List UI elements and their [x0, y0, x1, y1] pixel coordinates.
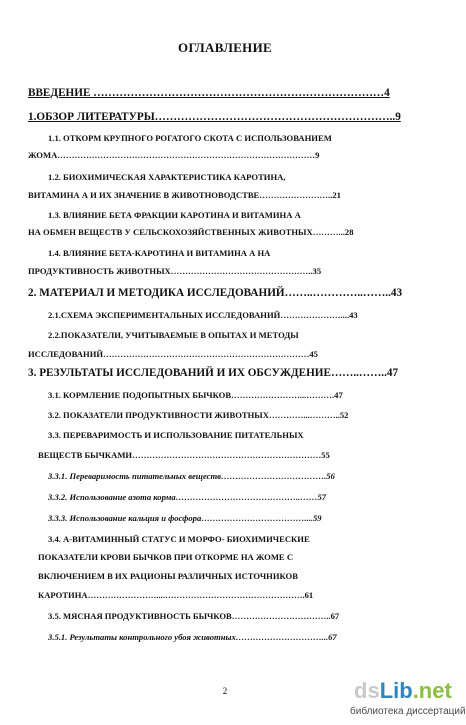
toc-entry-3-1[interactable]: 3.1. КОРМЛЕНИЕ ПОДОПЫТНЫХ БЫЧКОВ……………………...……….47 — [48, 390, 343, 400]
watermark-logo-ds: ds — [354, 678, 380, 703]
toc-entry-3-4[interactable]: 3.4. А-ВИТАМИННЫЙ СТАТУС И МОРФО- БИОХИМИЧЕСКИЕ — [48, 534, 310, 544]
page-number: 2 — [222, 686, 228, 696]
toc-entry-1-3[interactable]: 1.3. ВЛИЯНИЕ БЕТА ФРАКЦИИ КАРОТИНА И ВИТАМИНА А — [48, 210, 301, 220]
toc-entry-2-2-cont[interactable]: ИССЛЕДОВАНИЙ………………………………………………………………45 — [28, 349, 318, 359]
toc-entry-3-3-3[interactable]: 3.3.3. Использование кальция и фосфора………………………………....59 — [48, 513, 322, 523]
toc-entry-3-3-cont[interactable]: ВЕЩЕСТВ БЫЧКАМИ…………………………………………………………55 — [38, 450, 330, 460]
toc-entry-3-3-2[interactable]: 3.3.2. Использование азота корма……………………………………..……57 — [48, 492, 327, 502]
toc-entry-2-2[interactable]: 2.2.ПОКАЗАТЕЛИ, УЧИТЫВАЕМЫЕ В ОПЫТАХ И МЕТОДЫ — [48, 330, 299, 340]
toc-entry-1-2[interactable]: 1.2. БИОХИМИЧЕСКАЯ ХАРАКТЕРИСТИКА КАРОТИНА, — [48, 172, 286, 182]
toc-entry-1-4-cont[interactable]: ПРОДУКТИВНОСТЬ ЖИВОТНЫХ…………………………………………..35 — [28, 266, 322, 276]
toc-entry-1-3-cont[interactable]: НА ОБМЕН ВЕЩЕСТВ У СЕЛЬСКОХОЗЯЙСТВЕННЫХ ЖИВОТНЫХ………...28 — [28, 227, 354, 237]
toc-entry-3-4-cont-3[interactable]: КАРОТИНА……………………....………………………………………….61 — [38, 590, 314, 600]
watermark — [350, 678, 466, 724]
toc-entry-1-1-cont[interactable]: ЖОМА………………………………………………………………………………9 — [28, 150, 320, 160]
toc-entry-1-2-cont[interactable]: ВИТАМИНА А И ИХ ЗНАЧЕНИЕ В ЖИВОТНОВОДСТВЕ……………………..21 — [28, 190, 341, 200]
toc-entry-3-5[interactable]: 3.5. МЯСНАЯ ПРОДУКТИВНОСТЬ БЫЧКОВ……………………………..67 — [48, 611, 340, 621]
toc-entry-introduction[interactable]: ВВЕДЕНИЕ ……………………………………………………………………4 — [28, 87, 390, 99]
toc-entry-3-2[interactable]: 3.2. ПОКАЗАТЕЛИ ПРОДУКТИВНОСТИ ЖИВОТНЫХ…………...………..52 — [48, 410, 349, 420]
toc-entry-3-3-1[interactable]: 3.3.1. Переваримость питательных веществ……………………………….56 — [48, 471, 335, 481]
watermark-logo — [354, 678, 452, 704]
toc-entry-3-4-cont-2[interactable]: ВКЛЮЧЕНИЕМ В ИХ РАЦИОНЫ РАЗЛИЧНЫХ ИСТОЧНИКОВ — [38, 571, 298, 581]
watermark-subtitle: библиотека диссертаций — [350, 706, 466, 717]
toc-entry-chapter-1[interactable]: 1.ОБЗОР ЛИТЕРАТУРЫ………………………………………………………..9 — [28, 111, 401, 123]
toc-entry-chapter-3[interactable]: 3. РЕЗУЛЬТАТЫ ИССЛЕДОВАНИЙ И ИХ ОБСУЖДЕНИЕ……..……..47 — [28, 367, 399, 379]
watermark-logo-lib: Lib — [379, 678, 413, 703]
toc-entry-3-5-1[interactable]: 3.5.1. Результаты контрольного убоя животных…………………………...67 — [48, 632, 337, 642]
toc-entry-1-1[interactable]: 1.1. ОТКОРМ КРУПНОГО РОГАТОГО СКОТА С ИСПОЛЬЗОВАНИЕМ — [48, 133, 332, 143]
toc-entry-3-3[interactable]: 3.3. ПЕРЕВАРИМОСТЬ И ИСПОЛЬЗОВАНИЕ ПИТАТЕЛЬНЫХ — [48, 430, 304, 440]
toc-entry-chapter-2[interactable]: 2. МАТЕРИАЛ И МЕТОДИКА ИССЛЕДОВАНИЙ……..…………..……..43 — [28, 287, 403, 299]
toc-entry-2-1[interactable]: 2.1.СХЕМА ЭКСПЕРИМЕНТАЛЬНЫХ ИССЛЕДОВАНИЙ…………………....43 — [48, 310, 358, 320]
toc-entry-3-4-cont-1[interactable]: ПОКАЗАТЕЛИ КРОВИ БЫЧКОВ ПРИ ОТКОРМЕ НА ЖОМЕ С — [38, 552, 294, 562]
watermark-logo-net: .net — [412, 678, 452, 703]
toc-title: ОГЛАВЛЕНИЕ — [178, 40, 272, 55]
toc-entry-1-4[interactable]: 1.4. ВЛИЯНИЕ БЕТА-КАРОТИНА И ВИТАМИНА А НА — [48, 248, 271, 258]
